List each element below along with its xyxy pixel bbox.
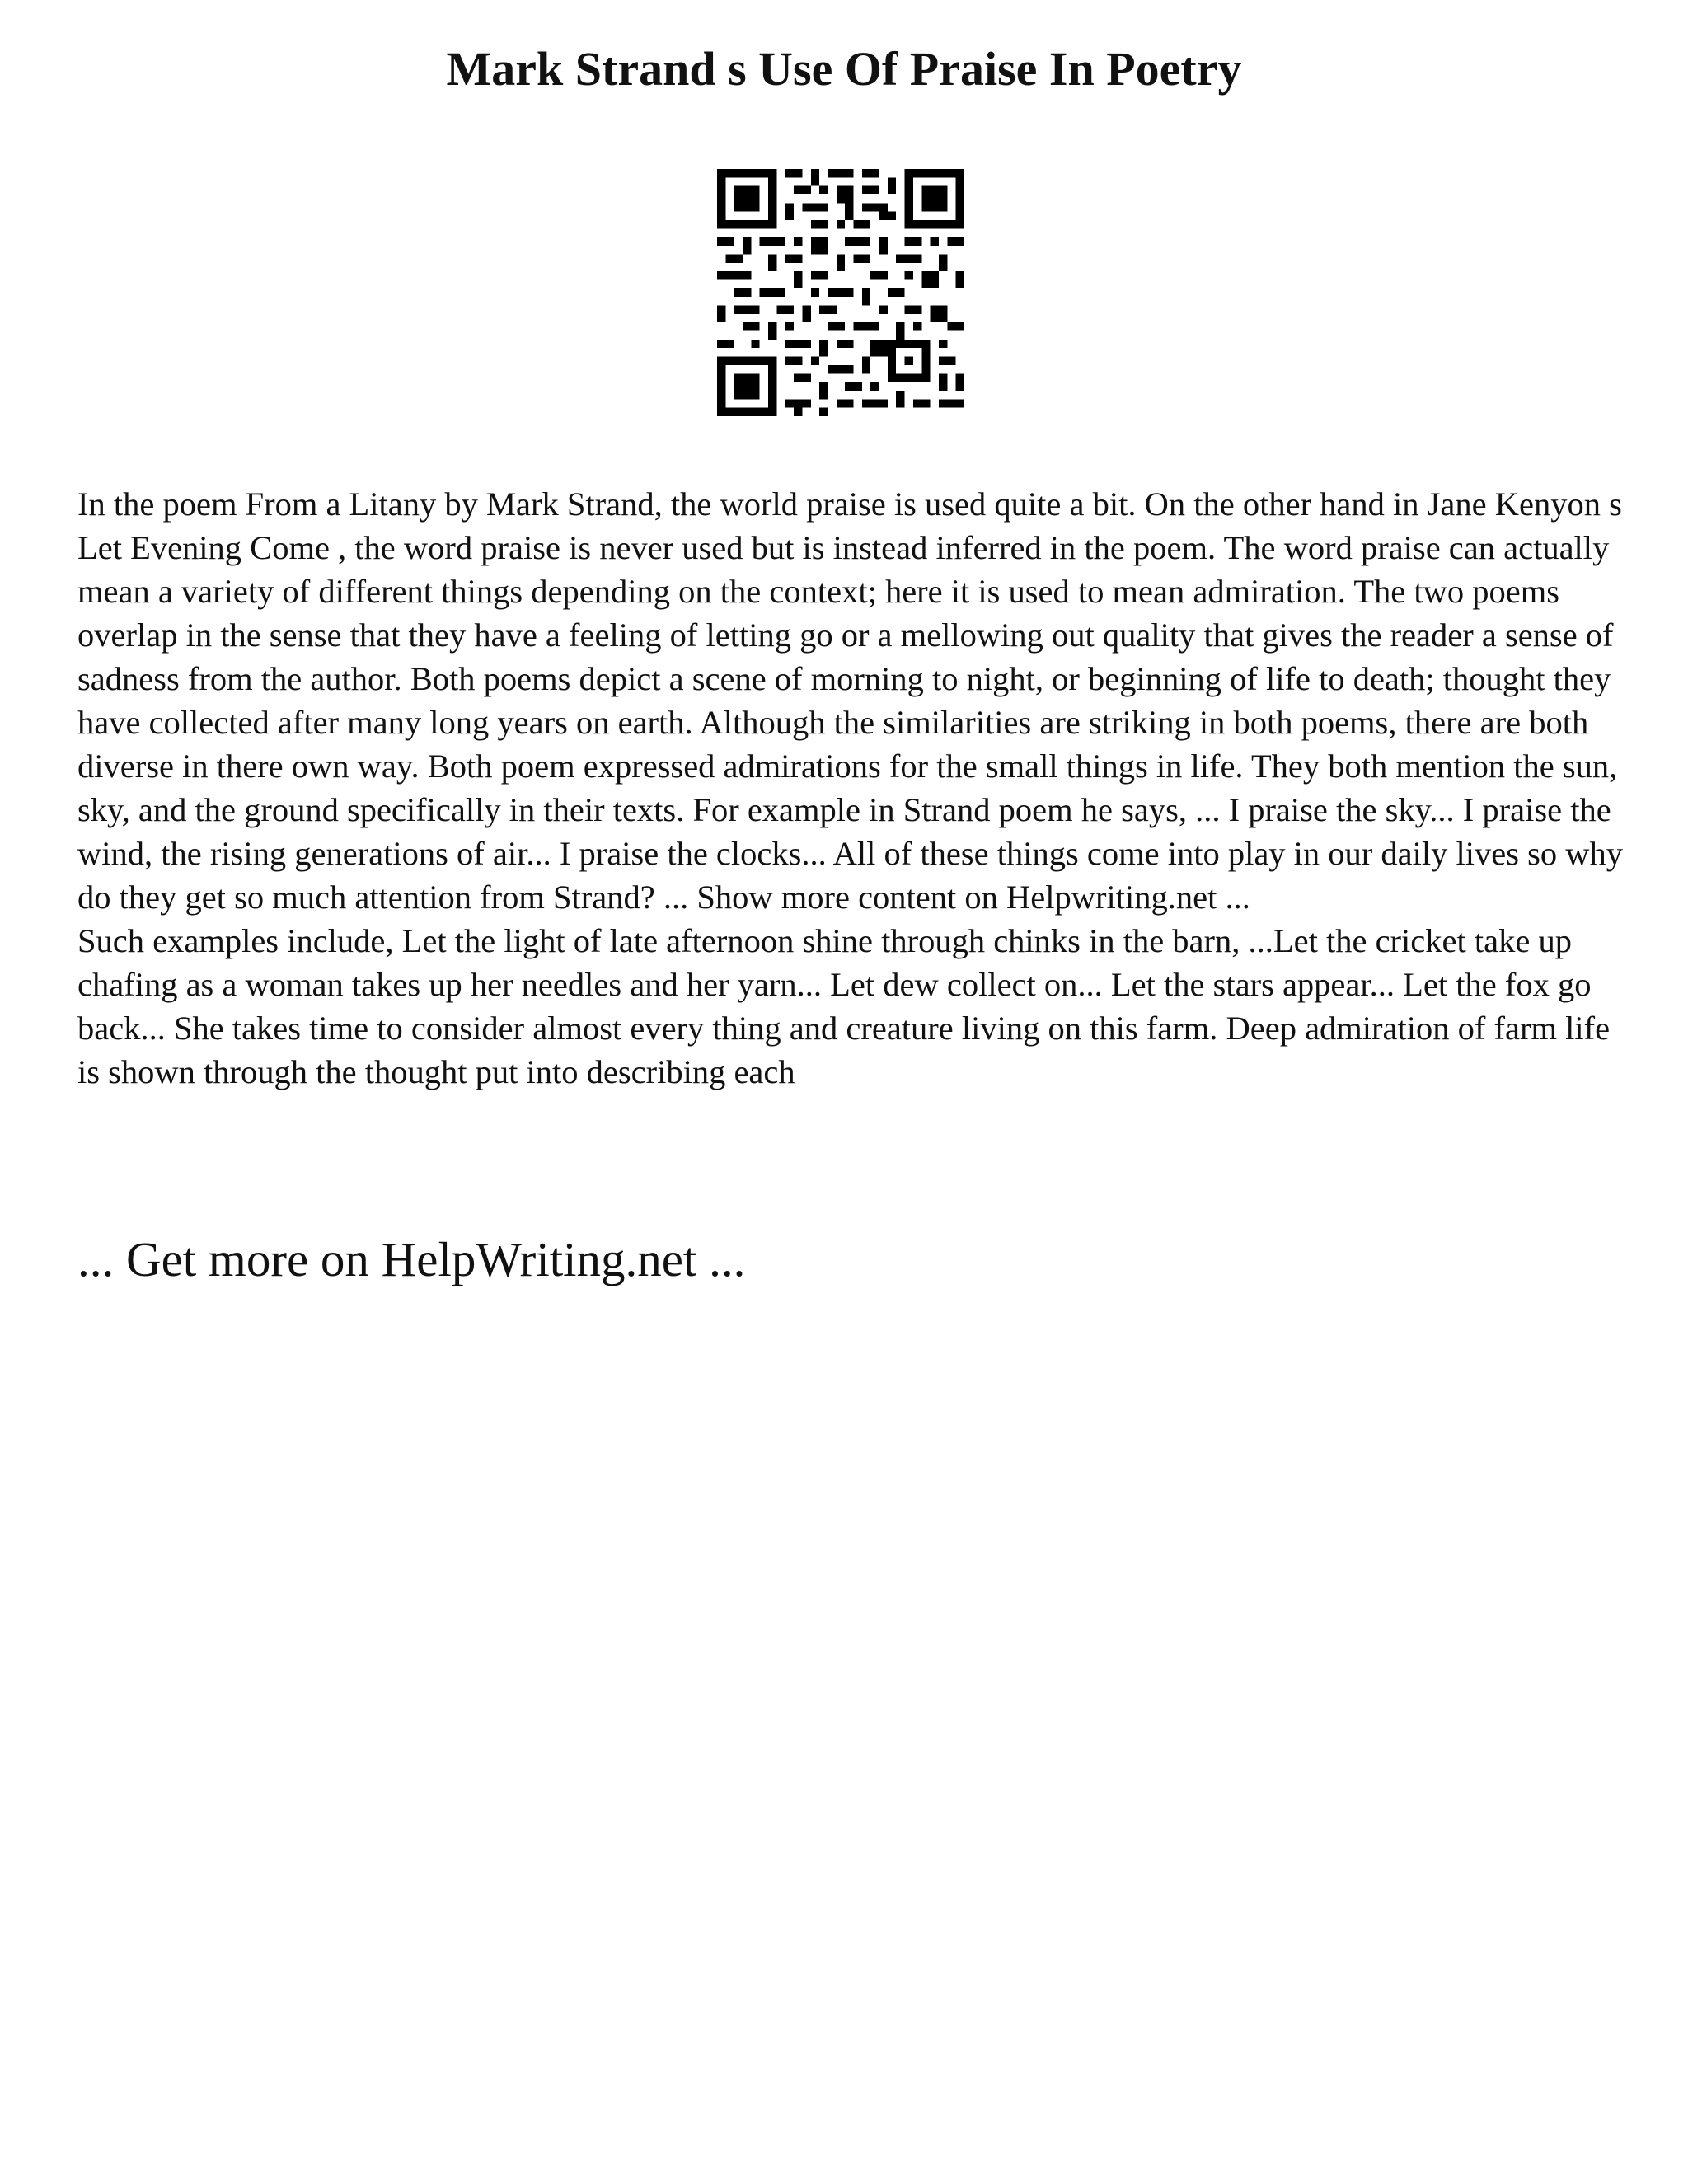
qr-code-icon bbox=[717, 169, 964, 416]
get-more-link[interactable]: ... Get more on HelpWriting.net ... bbox=[77, 1232, 746, 1286]
paragraph: In the poem From a Litany by Mark Strand, the world praise is used quite a bit. On the other hand in Jane Kenyon s Let Evening Come , the word praise is never used but is instead inferred in the poem. The word praise can actually mean a variety of different things depending on the context; here it is used to mean admiration. The two poems overlap in the sense that they have a feeling of letting go or a mellowing out quality that gives the reader a sense of sadness from the author. Both poems depict a scene of morning to night, or beginning of life to death; thought they have collected after many long years on earth. Although the similarities are striking in both poems, there are both diverse in there own way. Both poem expressed admirations for the small things in life. They both mention the sun, sky, and the ground specifically in their texts. For example in Strand poem he says, ... I praise the sky... I praise the wind, the rising generations of air... I praise the clocks... All of these things come into play in our daily lives so why do they get so much attention from Strand? ... Show more content on Helpwriting.net ... bbox=[77, 485, 1624, 916]
page-title: Mark Strand s Use Of Praise In Poetry bbox=[446, 42, 1242, 96]
article-body bbox=[77, 482, 1627, 1094]
paragraph: Such examples include, Let the light of late afternoon shine through chinks in the barn, ...Let the cricket take up chafing as a woman takes up her needles and her yarn... Let dew collect on... Let the stars appear... Let the fox go back... She takes time to consider almost every thing and creature living on this farm. Deep admiration of farm life is shown through the thought put into describing each bbox=[77, 922, 1611, 1090]
